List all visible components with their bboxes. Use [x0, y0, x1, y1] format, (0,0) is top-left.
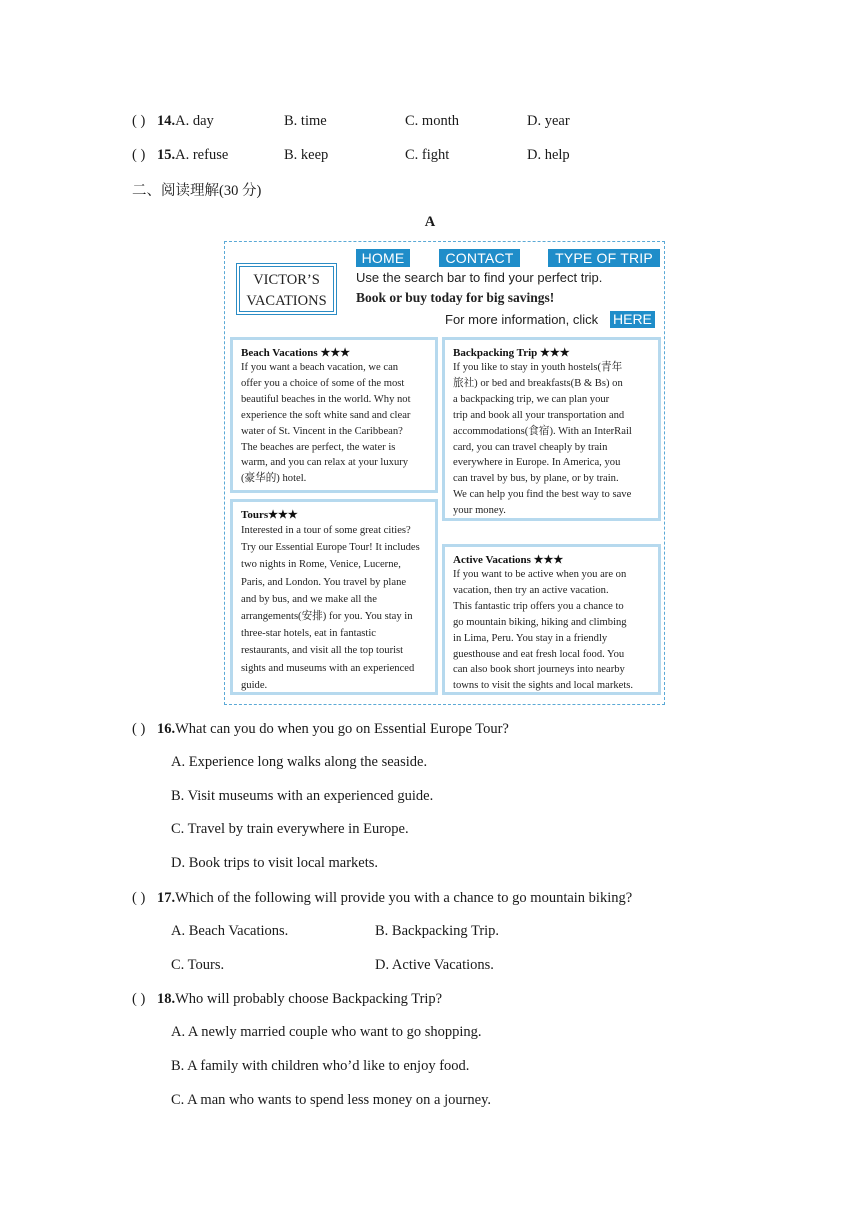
answer-blank[interactable]: ( ) — [132, 721, 146, 737]
tours-box — [230, 499, 438, 695]
nav-contact-button[interactable]: CONTACT — [439, 249, 520, 267]
box-text: two nights in Rome, Venice, Lucerne, — [241, 559, 401, 571]
passage-label: A — [424, 214, 436, 230]
box-text: beautiful beaches in the world. Why not — [241, 393, 411, 405]
box-text: The beaches are perfect, the water is — [241, 441, 396, 453]
box-text: water of St. Vincent in the Caribbean? — [241, 425, 403, 437]
nav-home-button[interactable]: HOME — [356, 249, 410, 267]
active-vacations-box — [442, 544, 661, 695]
box-text: can travel by bus, by plane, or by train. — [453, 473, 619, 485]
option-c: C. A man who wants to spend less money on a journey. — [171, 1092, 492, 1108]
option-a: A. Beach Vacations. — [171, 923, 289, 939]
box-text: If you like to stay in youth hostels(青年 — [453, 362, 623, 373]
box-title: Backpacking Trip ★★★ — [453, 347, 570, 359]
option-a: A. refuse — [175, 147, 229, 163]
box-text: vacation, then try an active vacation. — [453, 584, 609, 596]
nav-type-of-trip-button[interactable]: TYPE OF TRIP — [548, 249, 660, 267]
logo — [236, 263, 337, 315]
question-stem: Who will probably choose Backpacking Trip? — [175, 991, 443, 1007]
option-c: C. Travel by train everywhere in Europe. — [171, 821, 409, 837]
box-text: Paris, and London. You travel by plane — [241, 576, 407, 588]
box-text: your money. — [453, 505, 506, 517]
option-b: B. time — [284, 113, 327, 129]
beach-vacations-box — [230, 337, 438, 493]
box-title: Beach Vacations ★★★ — [241, 347, 351, 359]
box-text: can also book short journeys into nearby — [453, 664, 625, 676]
box-text: arrangements(安排) for you. You stay in — [241, 611, 413, 623]
option-c: C. month — [405, 113, 459, 129]
box-text: guesthouse and eat fresh local food. You — [453, 648, 625, 660]
question-stem: What can you do when you go on Essential Europe Tour? — [175, 721, 509, 737]
section-title: 二、阅读理解(30 分) — [132, 183, 262, 199]
here-button[interactable]: HERE — [610, 311, 655, 328]
logo-line2: VACATIONS — [246, 293, 327, 309]
option-d: D. Book trips to visit local markets. — [171, 855, 379, 871]
option-b: B. A family with children who’d like to enjoy food. — [171, 1058, 470, 1074]
box-text: warm, and you can relax at your luxury — [241, 457, 409, 469]
question-number: 16. — [157, 721, 176, 737]
box-text: trip and book all your transportation and — [453, 409, 625, 421]
box-text: everywhere in Europe. In America, you — [453, 457, 621, 469]
question-number: 17. — [157, 890, 176, 906]
answer-blank[interactable]: ( ) — [132, 147, 146, 163]
box-text: restaurants, and visit all the top tourist — [241, 645, 404, 657]
question-number: 14. — [157, 113, 176, 129]
box-title: Tours★★★ — [241, 509, 298, 521]
option-c: C. fight — [405, 147, 450, 163]
option-b: B. Backpacking Trip. — [375, 923, 500, 939]
option-d: D. Active Vacations. — [375, 957, 494, 973]
box-text: accommodations(食宿). With an InterRail — [453, 425, 632, 437]
answer-blank[interactable]: ( ) — [132, 991, 146, 1007]
box-text: 旅社) or bed and breakfasts(B & Bs) on — [453, 377, 623, 389]
logo-line1: VICTOR’S — [253, 272, 320, 288]
box-text: We can help you find the best way to save — [453, 489, 632, 501]
answer-blank[interactable]: ( ) — [132, 113, 146, 129]
option-a: A. A newly married couple who want to go shopping. — [171, 1024, 482, 1040]
box-text: Interested in a tour of some great cities? — [241, 525, 411, 536]
box-text: card, you can travel cheaply by train — [453, 441, 608, 453]
box-text: Try our Essential Europe Tour! It includes — [241, 542, 420, 554]
option-a: A. day — [175, 113, 214, 129]
box-text: guide. — [241, 679, 268, 691]
box-title: Active Vacations ★★★ — [453, 554, 564, 566]
tagline-search: Use the search bar to find your perfect trip. — [356, 270, 603, 285]
option-a: A. Experience long walks along the seaside. — [171, 754, 428, 770]
answer-blank[interactable]: ( ) — [132, 890, 146, 906]
box-text: in Lima, Peru. You stay in a friendly — [453, 632, 608, 644]
question-number: 15. — [157, 147, 176, 163]
question-number: 18. — [157, 991, 176, 1007]
tagline-savings: Book or buy today for big savings! — [356, 290, 555, 305]
option-d: D. help — [527, 147, 570, 163]
more-info-text: For more information, click — [445, 312, 599, 327]
box-text: If you want a beach vacation, we can — [241, 362, 399, 373]
option-d: D. year — [527, 113, 570, 129]
option-b: B. Visit museums with an experienced guide. — [171, 788, 434, 804]
box-text: go mountain biking, hiking and climbing — [453, 616, 627, 628]
box-text: This fantastic trip offers you a chance to — [453, 600, 624, 612]
question-stem: Which of the following will provide you with a chance to go mountain biking? — [175, 890, 633, 906]
box-text: (豪华的) hotel. — [241, 473, 307, 485]
box-text: a backpacking trip, we can plan your — [453, 393, 610, 405]
backpacking-trip-box — [442, 337, 661, 521]
vacation-ad — [224, 241, 665, 705]
option-c: C. Tours. — [171, 957, 225, 973]
box-text: and by bus, and we make all the — [241, 593, 377, 605]
box-text: three-star hotels, eat in fantastic — [241, 628, 377, 640]
box-text: sights and museums with an experienced — [241, 662, 415, 674]
box-text: If you want to be active when you are on — [453, 569, 627, 580]
box-text: offer you a choice of some of the most — [241, 377, 405, 389]
option-b: B. keep — [284, 147, 329, 163]
box-text: experience the soft white sand and clear — [241, 409, 411, 421]
box-text: towns to visit the sights and local markets. — [453, 680, 634, 692]
